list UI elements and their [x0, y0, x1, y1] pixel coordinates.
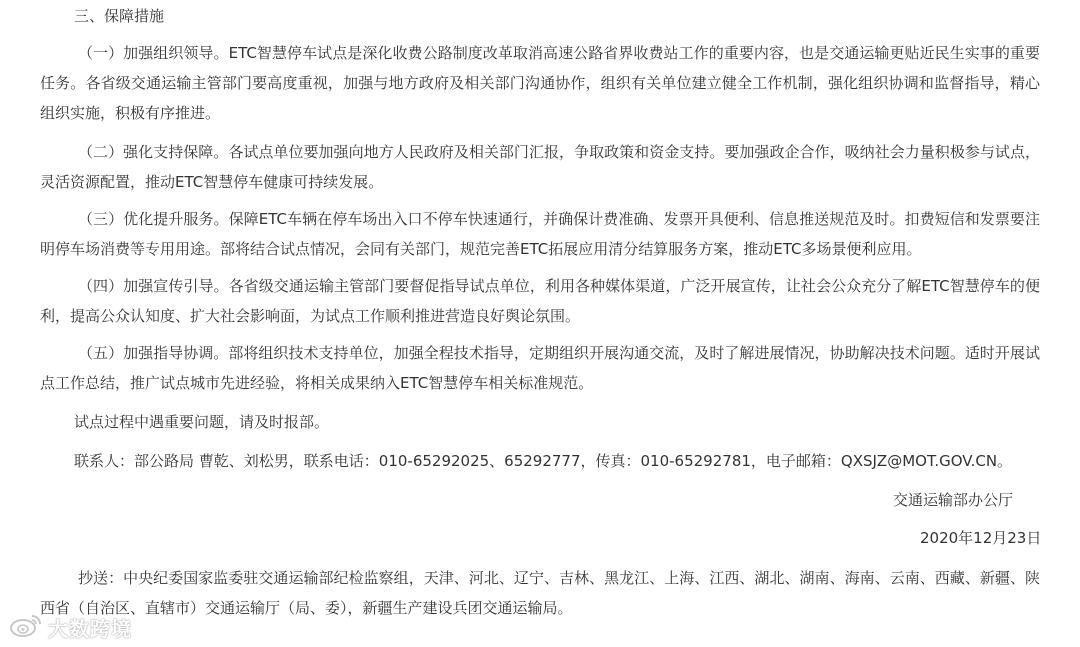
issue-date: 2020年12月23日	[920, 529, 1042, 547]
section-heading: 三、保障措施	[74, 7, 165, 25]
paragraph-guidance-coordination: （五）加强指导协调。部将组织技术支持单位，加强全程技术指导，定期组织开展沟通交流，及时了解进展情况，协助解决技术问题。适时开展试点工作总结，推广试点城市先进经验，将相关成果纳入ETC智慧停车相关标准规范。	[40, 344, 1040, 392]
contact-info: 联系人：部公路局 曹乾、刘松男，联系电话：010-65292025、65292777，传真：010-65292781，电子邮箱：QXSJZ@MOT.GOV.CN。	[74, 452, 1013, 470]
paragraph-service-optimization: （三）优化提升服务。保障ETC车辆在停车场出入口不停车快速通行，并确保计费准确、发票开具便利、信息推送规范及时。扣费短信和发票要注明停车场消费等专用用途。部将结合试点情况，会同有关部门，规范完善ETC拓展应用清分结算服务方案，推动ETC多场景便利应用。	[40, 210, 1040, 258]
paragraph-publicity-guidance: （四）加强宣传引导。各省级交通运输主管部门要督促指导试点单位，利用各种媒体渠道，广泛开展宣传，让社会公众充分了解ETC智慧停车的便利，提高公众认知度、扩大社会影响面，为试点工作顺利推进营造良好舆论氛围。	[40, 277, 1040, 325]
watermark-text: 大数跨境	[48, 616, 132, 641]
weibo-logo-icon	[8, 612, 44, 642]
paragraph-organization-leadership: （一）加强组织领导。ETC智慧停车试点是深化收费公路制度改革取消高速公路省界收费站工作的重要内容，也是交通运输更贴近民生实事的重要任务。各省级交通运输主管部门要高度重视，加强与地方政府及相关部门沟通协作，组织有关单位建立健全工作机制，强化组织协调和监督指导，精心组织实施，积极有序推进。	[40, 44, 1040, 122]
cc-list: 抄送：中央纪委国家监委驻交通运输部纪检监察组，天津、河北、辽宁、吉林、黑龙江、上海、江西、湖北、湖南、海南、云南、西藏、新疆、陕西省（自治区、直辖市）交通运输厅（局、委），新疆生产建设兵团交通运输局。	[40, 569, 1040, 617]
paragraph-support-guarantee: （二）强化支持保障。各试点单位要加强向地方人民政府及相关部门汇报，争取政策和资金支持。要加强政企合作，吸纳社会力量积极参与试点，灵活资源配置，推动ETC智慧停车健康可持续发展。	[40, 143, 1040, 191]
watermark	[8, 612, 132, 642]
issuer-signature: 交通运输部办公厅	[893, 491, 1014, 509]
report-note: 试点过程中遇重要问题，请及时报部。	[74, 413, 330, 431]
